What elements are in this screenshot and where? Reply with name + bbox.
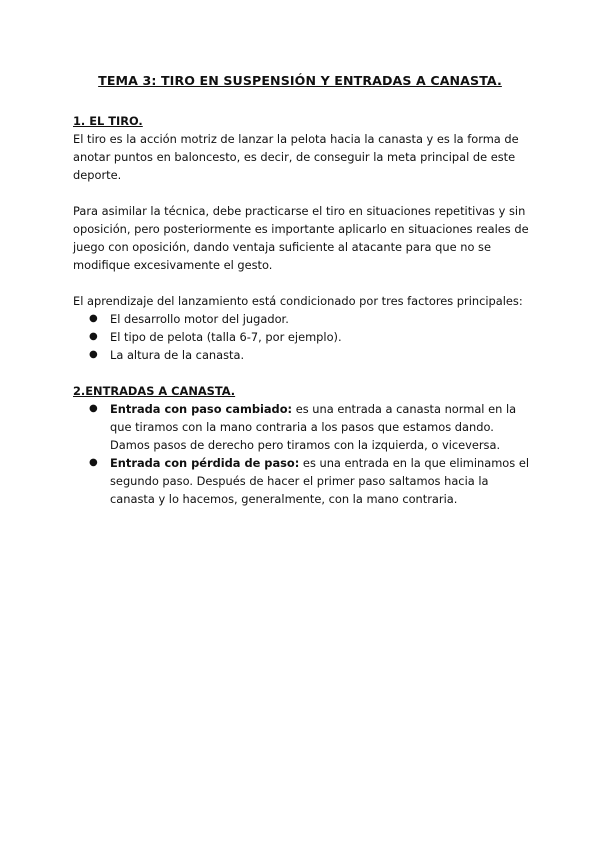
spacer: [73, 274, 533, 292]
bullet-icon: ●: [89, 349, 98, 360]
list-item: [73, 400, 533, 454]
section-heading-entradas: 2.ENTRADAS A CANASTA.: [73, 384, 236, 398]
list-item-text: El tipo de pelota (talla 6-7, por ejemplo).: [110, 330, 342, 344]
paragraph-tiro-definition: El tiro es la acción motriz de lanzar la pelota hacia la canasta y es la forma de anotar puntos en baloncesto, es decir, de conseguir la meta principal de este deporte.: [73, 132, 519, 182]
document-body: [73, 112, 533, 508]
list-item: [73, 454, 533, 508]
bullet-icon: ●: [89, 457, 98, 468]
bullet-icon: ●: [89, 331, 98, 342]
paragraph-tiro-tecnica: Para asimilar la técnica, debe practicarse el tiro en situaciones repetitivas y sin oposición, pero posteriormente es importante aplicarlo en situaciones reales de juego con oposición, dando ventaja suficiente al atacante para que no se modifique excesivamente el gesto.: [73, 204, 529, 272]
document-title: TEMA 3: TIRO EN SUSPENSIÓN Y ENTRADAS A CANASTA.: [98, 73, 502, 88]
list-item: [73, 346, 533, 364]
list-item-text: El desarrollo motor del jugador.: [110, 312, 289, 326]
paragraph-tiro-factores: El aprendizaje del lanzamiento está condicionado por tres factores principales:: [73, 294, 523, 308]
spacer: [73, 184, 533, 202]
bullet-icon: ●: [89, 403, 98, 414]
spacer: [73, 364, 533, 382]
list-item-text: es una entrada a canasta normal en la que tiramos con la mano contraria a los pasos que estamos dando. Damos pasos de derecho pero tiramos con la izquierda, o viceversa.: [110, 402, 517, 452]
list-item-text: es una entrada en la que eliminamos el segundo paso. Después de hacer el primer paso saltamos hacia la canasta y lo hacemos, generalmente, con la mano contraria.: [110, 456, 530, 506]
list-item-term: Entrada con pérdida de paso:: [110, 456, 300, 470]
entradas-list: [73, 400, 533, 508]
list-item-text: La altura de la canasta.: [110, 348, 245, 362]
section-heading-tiro: 1. EL TIRO.: [73, 114, 143, 128]
list-item: [73, 310, 533, 328]
list-item-term: Entrada con paso cambiado:: [110, 402, 293, 416]
list-item: [73, 328, 533, 346]
bullet-icon: ●: [89, 313, 98, 324]
factors-list: [73, 310, 533, 364]
